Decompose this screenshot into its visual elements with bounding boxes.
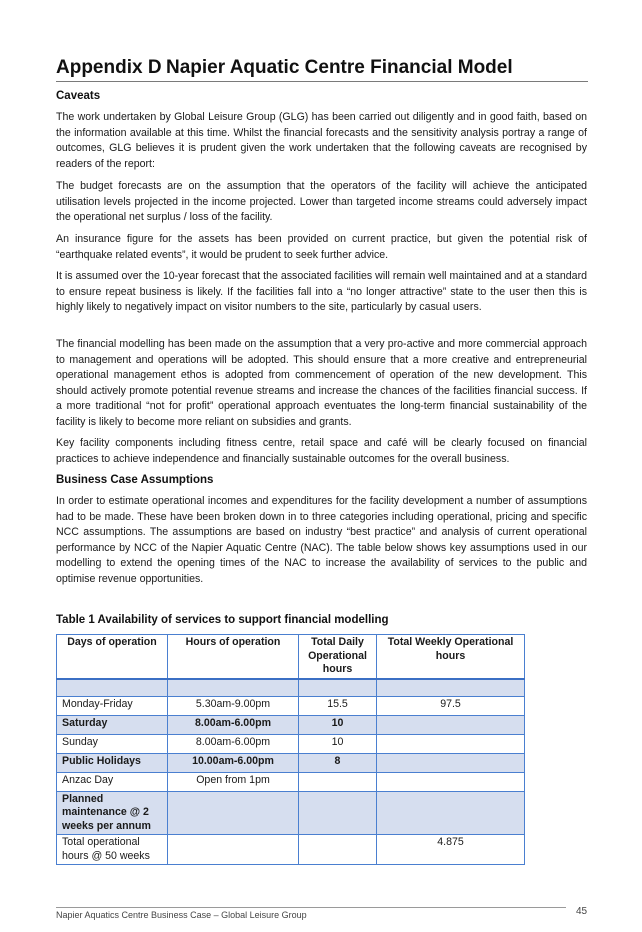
table-cell	[168, 835, 299, 865]
table-row	[57, 791, 525, 835]
table-cell	[299, 772, 377, 791]
business-case-heading: Business Case Assumptions	[56, 474, 214, 486]
table-cell: 8.00am-6.00pm	[168, 715, 299, 734]
table-cell: Sunday	[57, 734, 168, 753]
table-cell	[299, 679, 377, 697]
page-number: 45	[576, 906, 588, 917]
table-cell	[299, 835, 377, 865]
table-row	[57, 715, 525, 734]
table-header-row	[57, 635, 525, 679]
table-spacer-row	[57, 679, 525, 697]
table-cell: Public Holidays	[57, 753, 168, 772]
table-row	[57, 835, 525, 865]
appendix-heading	[56, 57, 588, 82]
table-cell: 5.30am-9.00pm	[168, 696, 299, 715]
table-row	[57, 772, 525, 791]
header-daily: Total Daily Operational hours	[299, 635, 377, 679]
header-weekly: Total Weekly Operational hours	[377, 635, 525, 679]
availability-table	[56, 634, 525, 865]
table-cell	[377, 679, 525, 697]
table-cell	[377, 772, 525, 791]
caveats-paragraph-2: The budget forecasts are on the assumption that the operators of the facility will achieve the anticipated utilisation levels projected in the income projected. Lower than targeted income streams could adversely impact the operational net surplus / loss of the facility.	[56, 180, 587, 223]
table-cell: Open from 1pm	[168, 772, 299, 791]
table-cell: Monday-Friday	[57, 696, 168, 715]
table-cell	[57, 679, 168, 697]
table-cell: Saturday	[57, 715, 168, 734]
table-cell: Total operational hours @ 50 weeks	[57, 835, 168, 865]
table-cell: 97.5	[377, 696, 525, 715]
caveats-paragraph-1: The work undertaken by Global Leisure Group (GLG) has been carried out diligently and in good faith, based on the information available at this time. Whilst the financial forecasts and the sensitivity analysis portray a range of outcomes, GLG believes it is prudent given the work undertaken that the following caveats are recognised by readers of the report:	[56, 111, 587, 170]
table-cell: 8.00am-6.00pm	[168, 734, 299, 753]
table-cell	[377, 734, 525, 753]
table-cell: 4.875	[377, 835, 525, 865]
table-cell	[377, 791, 525, 835]
table-cell	[168, 791, 299, 835]
business-case-paragraph: In order to estimate operational incomes and expenditures for the facility development a number of assumptions had to be made. These have been broken down in to three categories including operational, pricing and specific NCC assumptions. The assumptions are based on industry “best practice” and analysis of current operational performance by NCC of the Napier Aquatic Centre (NAC). The table below shows key assumptions used in our modelling to extend the opening times of the NAC to increase the availability of services to the public and optimise revenue opportunities.	[56, 495, 587, 585]
table-cell	[377, 715, 525, 734]
table-cell: Anzac Day	[57, 772, 168, 791]
page-footer: Napier Aquatics Centre Business Case – Global Leisure Group	[56, 907, 566, 920]
table-cell	[377, 753, 525, 772]
table-cell: Planned maintenance @ 2 weeks per annum	[57, 791, 168, 835]
table-cell: 10	[299, 715, 377, 734]
caveats-paragraph-4: It is assumed over the 10-year forecast that the associated facilities will remain well maintained and at a standard to ensure repeat business is likely. If the facilities fall into a “no longer attractive” state to the user then this is highly likely to negatively impact on visitor numbers to the site, particularly by casual users.	[56, 270, 587, 313]
table-row	[57, 753, 525, 772]
caveats-paragraph-3: An insurance figure for the assets has been provided on current practice, but given the potential risk of “earthquake related events”, it would be prudent to seek further advice.	[56, 233, 587, 261]
table-caption: Table 1 Availability of services to support financial modelling	[56, 614, 389, 626]
caveats-heading: Caveats	[56, 90, 101, 102]
appendix-title: Napier Aquatic Centre Financial Model	[166, 57, 513, 78]
table-row	[57, 734, 525, 753]
table-cell: 10.00am-6.00pm	[168, 753, 299, 772]
header-hours: Hours of operation	[168, 635, 299, 679]
appendix-label: Appendix D	[56, 57, 162, 78]
table-cell: 15.5	[299, 696, 377, 715]
table-cell	[168, 679, 299, 697]
caveats-paragraph-6: Key facility components including fitness centre, retail space and café will be clearly focused on financial practices to achieve independence and financially sustainable outcomes for the overall business.	[56, 437, 587, 465]
table-row	[57, 696, 525, 715]
table-cell: 8	[299, 753, 377, 772]
header-days: Days of operation	[57, 635, 168, 679]
table-cell: 10	[299, 734, 377, 753]
table-cell	[299, 791, 377, 835]
caveats-paragraph-5: The financial modelling has been made on the assumption that a very pro-active and more commercial approach to management and operations will be adopted. This should ensure that a more creative and entrepreneurial operational management ethos is adopted from commencement of operation of the new development. This should actively promote potential revenue streams and increase the chances of the facilities financial success. If a more traditional “not for profit” operational approach eventuates the long-term financial sustainability of the facility is likely to become more reliant on subsidies and grants.	[56, 338, 587, 428]
